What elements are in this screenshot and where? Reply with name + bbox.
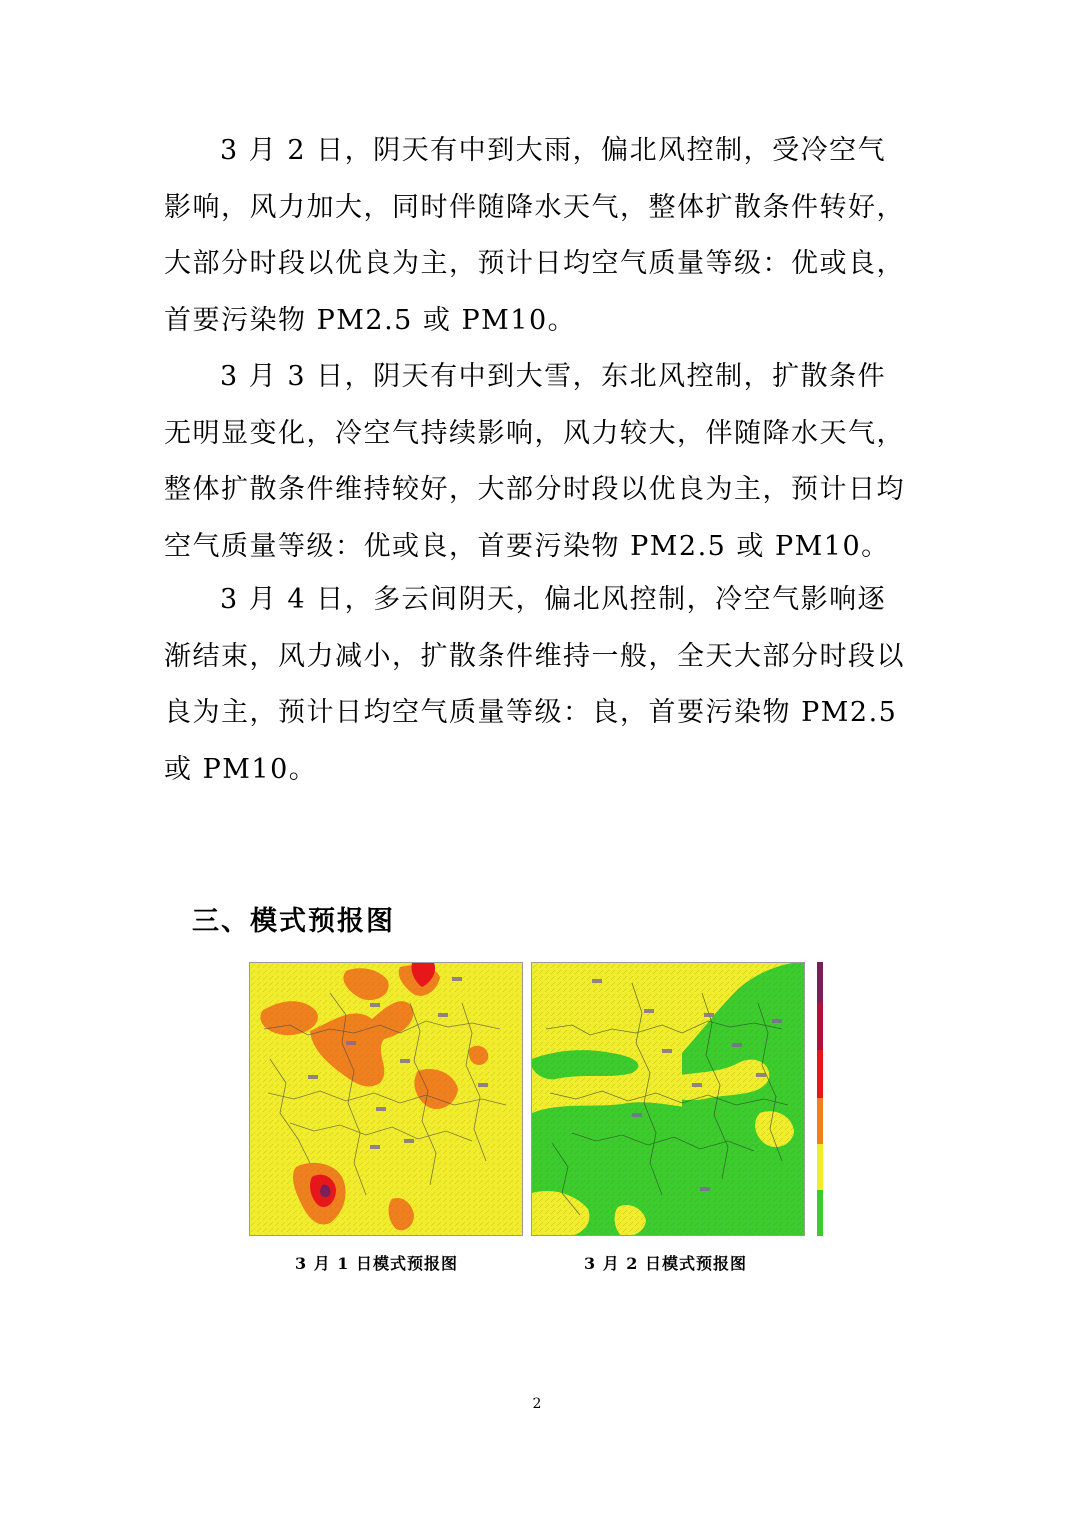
legend-swatch <box>817 1002 823 1050</box>
legend-swatch <box>817 1190 823 1236</box>
legend-swatch <box>817 1098 823 1144</box>
figure-caption-mar2: 3 月 2 日模式预报图 <box>584 1254 747 1273</box>
section-title: 三、模式预报图 <box>192 906 395 937</box>
legend-swatch <box>817 1144 823 1190</box>
forecast-map-mar2 <box>531 962 805 1236</box>
paragraph-mar2-forecast <box>164 123 914 349</box>
paragraph-mar4-forecast <box>164 572 914 798</box>
legend-swatch <box>817 1050 823 1098</box>
forecast-map-mar1-image <box>250 963 523 1236</box>
forecast-map-mar1 <box>249 962 523 1236</box>
legend-swatch <box>817 962 823 1002</box>
paragraph-text: 3 月 2 日，阴天有中到大雨，偏北风控制，受冷空气影响，风力加大，同时伴随降水天气，整体扩散条件转好，大部分时段以优良为主，预计日均空气质量等级：优或良，首要污染物 PM2.5 或 PM10。 <box>164 135 905 336</box>
paragraph-text: 3 月 3 日，阴天有中到大雪，东北风控制，扩散条件无明显变化，冷空气持续影响，风力较大，伴随降水天气，整体扩散条件维持较好，大部分时段以优良为主，预计日均空气质量等级：优或良，首要污染物 PM2.5 或 PM10。 <box>164 361 905 562</box>
paragraph-text: 3 月 4 日，多云间阴天，偏北风控制，冷空气影响逐渐结束，风力减小，扩散条件维持一般，全天大部分时段以良为主，预计日均空气质量等级：良，首要污染物 PM2.5 或 PM10。 <box>164 584 905 785</box>
aqi-color-legend <box>817 962 823 1236</box>
forecast-map-mar2-image <box>532 963 805 1236</box>
page-number: 2 <box>532 1396 542 1412</box>
paragraph-mar3-forecast <box>164 349 914 575</box>
figure-caption-mar1: 3 月 1 日模式预报图 <box>295 1254 458 1273</box>
